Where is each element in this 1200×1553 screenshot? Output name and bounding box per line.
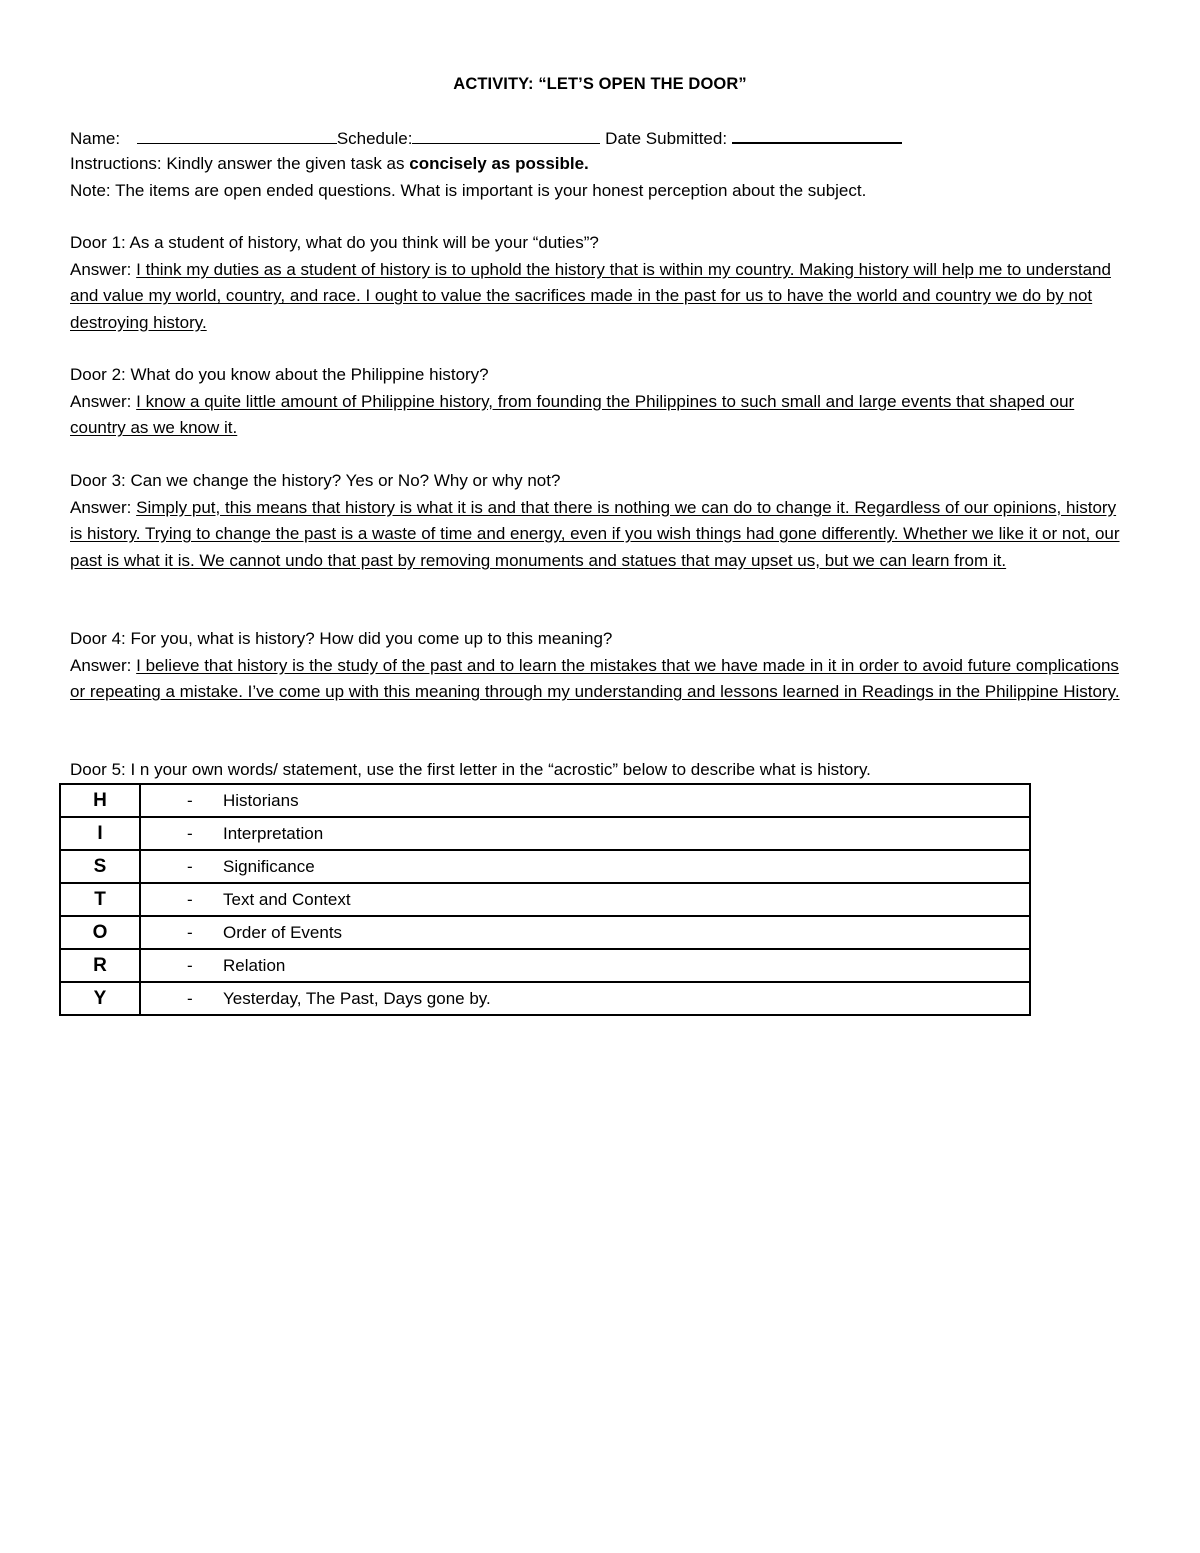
- acrostic-letter: T: [60, 883, 140, 916]
- date-submitted-field[interactable]: [732, 127, 902, 144]
- note-line: [70, 181, 866, 201]
- acrostic-letter: I: [60, 817, 140, 850]
- door-4-block: [70, 626, 1130, 706]
- acrostic-word: Interpretation: [223, 823, 324, 843]
- page-title: ACTIVITY: “LET’S OPEN THE DOOR”: [453, 75, 747, 93]
- date-submitted-label: Date Submitted:: [605, 129, 728, 148]
- instructions-label: Instructions:: [70, 154, 162, 173]
- door-4-answer: [70, 653, 1130, 706]
- note-label: Note:: [70, 181, 111, 200]
- table-row: [60, 817, 1030, 850]
- answer-label: Answer:: [70, 655, 132, 675]
- door-1-block: [70, 230, 1130, 336]
- door-3-answer: [70, 495, 1130, 575]
- acrostic-entry: [140, 916, 1030, 949]
- door-3-block: [70, 468, 1130, 574]
- door-5-question: Door 5: I n your own words/ statement, use the first letter in the “acrostic” below to describe what is history.: [70, 760, 871, 779]
- acrostic-dash: -: [187, 955, 193, 975]
- acrostic-letter: R: [60, 949, 140, 982]
- acrostic-dash: -: [187, 988, 193, 1008]
- header-fields-row: [70, 127, 902, 149]
- door-3-question: Door 3: Can we change the history? Yes or No? Why or why not?: [70, 471, 561, 490]
- table-row: [60, 784, 1030, 817]
- acrostic-entry: [140, 850, 1030, 883]
- door-1-answer-text: I think my duties as a student of history is to uphold the history that is within my country. Making history will help me to understand and value my world, country, and race. I ought to value the sacrifices made in the past for us to have the world and country we do by not destroying history.: [70, 259, 1111, 332]
- name-label: Name:: [70, 129, 121, 148]
- table-row: [60, 949, 1030, 982]
- acrostic-dash: -: [187, 790, 193, 810]
- door-4-answer-text: I believe that history is the study of the past and to learn the mistakes that we have made in it in order to avoid future complications or repeating a mistake. I’ve come up with this meaning through my understanding and lessons learned in Readings in the Philippine History.: [70, 655, 1120, 701]
- acrostic-word: Significance: [223, 856, 315, 876]
- acrostic-word: Order of Events: [223, 922, 343, 942]
- acrostic-word: Text and Context: [223, 889, 351, 909]
- acrostic-word: Historians: [223, 790, 299, 810]
- schedule-field[interactable]: [412, 128, 600, 144]
- acrostic-letter: O: [60, 916, 140, 949]
- door-2-answer-text: I know a quite little amount of Philippine history, from founding the Philippines to such small and large events that shaped our country as we know it.: [70, 391, 1075, 437]
- acrostic-dash: -: [187, 856, 193, 876]
- table-row: [60, 850, 1030, 883]
- acrostic-word: Yesterday, The Past, Days gone by.: [223, 988, 491, 1008]
- door-2-question: Door 2: What do you know about the Philippine history?: [70, 365, 489, 384]
- table-row: [60, 916, 1030, 949]
- acrostic-entry: [140, 982, 1030, 1015]
- acrostic-entry: [140, 949, 1030, 982]
- acrostic-dash: -: [187, 922, 193, 942]
- acrostic-table: [59, 783, 1031, 1016]
- acrostic-letter: S: [60, 850, 140, 883]
- acrostic-entry: [140, 784, 1030, 817]
- acrostic-dash: -: [187, 823, 193, 843]
- acrostic-dash: -: [187, 889, 193, 909]
- acrostic-letter: H: [60, 784, 140, 817]
- note-text: The items are open ended questions. What is important is your honest perception about the subject.: [115, 181, 867, 200]
- acrostic-word: Relation: [223, 955, 286, 975]
- door-4-question: Door 4: For you, what is history? How did you come up to this meaning?: [70, 629, 613, 648]
- table-row: [60, 982, 1030, 1015]
- instructions-line: [70, 154, 589, 174]
- door-2-block: [70, 362, 1130, 442]
- instructions-emphasis: concisely as possible.: [409, 154, 589, 173]
- door-2-answer: [70, 389, 1130, 442]
- acrostic-letter: Y: [60, 982, 140, 1015]
- acrostic-entry: [140, 817, 1030, 850]
- door-1-question: Door 1: As a student of history, what do you think will be your “duties”?: [70, 233, 599, 252]
- answer-label: Answer:: [70, 259, 132, 279]
- table-row: [60, 883, 1030, 916]
- instructions-text: Kindly answer the given task as: [166, 154, 405, 173]
- answer-label: Answer:: [70, 497, 132, 517]
- acrostic-entry: [140, 883, 1030, 916]
- name-field[interactable]: [137, 128, 337, 144]
- answer-label: Answer:: [70, 391, 132, 411]
- door-1-answer: [70, 257, 1130, 337]
- door-3-answer-text: Simply put, this means that history is what it is and that there is nothing we can do to change it. Regardless of our opinions, history is history. Trying to change the past is a waste of time and energy, even if you wish things had gone differently. Whether we like it or not, our past is what it is. We cannot undo that past by removing monuments and statues that may upset us, but we can learn from it.: [70, 497, 1120, 570]
- schedule-label: Schedule:: [336, 129, 413, 148]
